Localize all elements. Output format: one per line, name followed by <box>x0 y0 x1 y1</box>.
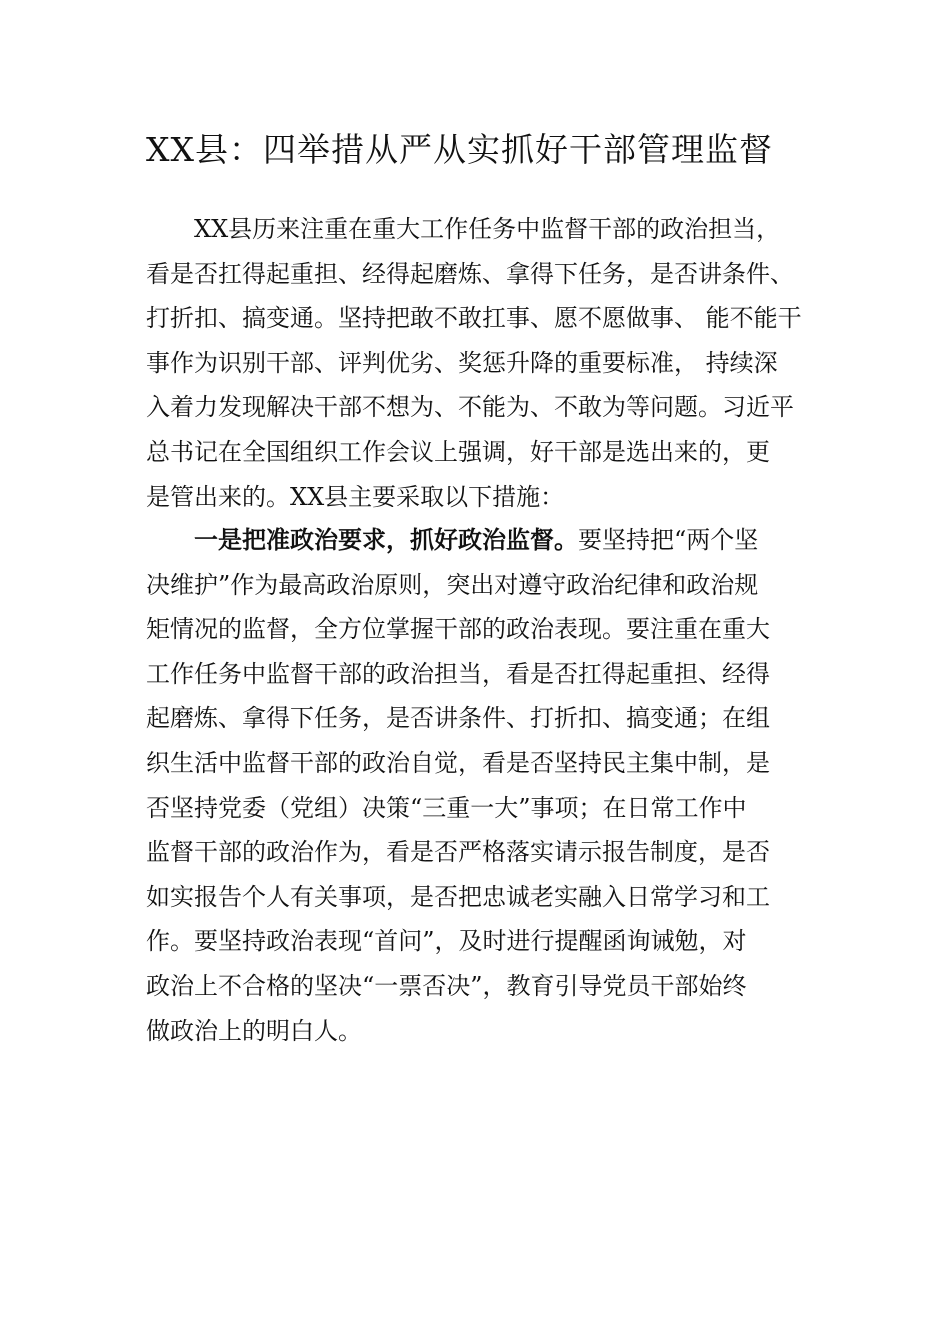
paragraph-line: 起磨炼、拿得下任务，是否讲条件、打折扣、搞变通；在组 <box>146 704 770 733</box>
paragraph-line: 决维护”作为最高政治原则，突出对遵守政治纪律和政治规 <box>146 570 759 599</box>
paragraph-line: 否坚持党委（党组）决策“三重一大”事项；在日常工作中 <box>146 793 747 822</box>
paragraph-line: 事作为识别干部、评判优劣、奖惩升降的重要标准， 持续深 <box>146 348 778 377</box>
paragraph-line: 政治上不合格的坚决“一票否决”，教育引导党员干部始终 <box>146 971 747 1000</box>
paragraph-line: 看是否扛得起重担、经得起磨炼、拿得下任务，是否讲条件、 <box>146 259 794 288</box>
paragraph-line: XX县历来注重在重大工作任务中监督干部的政治担当， <box>194 215 781 243</box>
paragraph-line-rest: 要坚持把“两个坚 <box>578 526 759 554</box>
paragraph-line: 监督干部的政治作为，看是否严格落实请示报告制度，是否 <box>146 838 770 867</box>
document-title: XX县：四举措从严从实抓好干部管理监督 <box>146 130 773 169</box>
paragraph-line: 如实报告个人有关事项，是否把忠诚老实融入日常学习和工 <box>146 882 770 911</box>
paragraph-line: 工作任务中监督干部的政治担当，看是否扛得起重担、经得 <box>146 659 770 688</box>
paragraph-line: 矩情况的监督，全方位掌握干部的政治表现。要注重在重大 <box>146 615 770 644</box>
bold-lead-heading: 一是把准政治要求，抓好政治监督。 <box>194 526 578 554</box>
paragraph-line: 总书记在全国组织工作会议上强调，好干部是选出来的，更 <box>146 437 770 466</box>
paragraph-line: 打折扣、搞变通。坚持把敢不敢扛事、愿不愿做事、 能不能干 <box>146 304 802 333</box>
paragraph-line: 是管出来的。XX县主要采取以下措施： <box>146 482 565 511</box>
paragraph-first-line <box>146 518 826 563</box>
paragraph-intro <box>146 207 826 519</box>
paragraph-line: 做政治上的明白人。 <box>146 1016 362 1045</box>
paragraph-political-supervision <box>146 518 826 1053</box>
paragraph-line: 入着力发现解决干部不想为、不能为、不敢为等问题。习近平 <box>146 393 794 422</box>
paragraph-line: 作。要坚持政治表现“首问”，及时进行提醒函询诫勉，对 <box>146 927 747 956</box>
paragraph-line: 织生活中监督干部的政治自觉，看是否坚持民主集中制，是 <box>146 748 770 777</box>
